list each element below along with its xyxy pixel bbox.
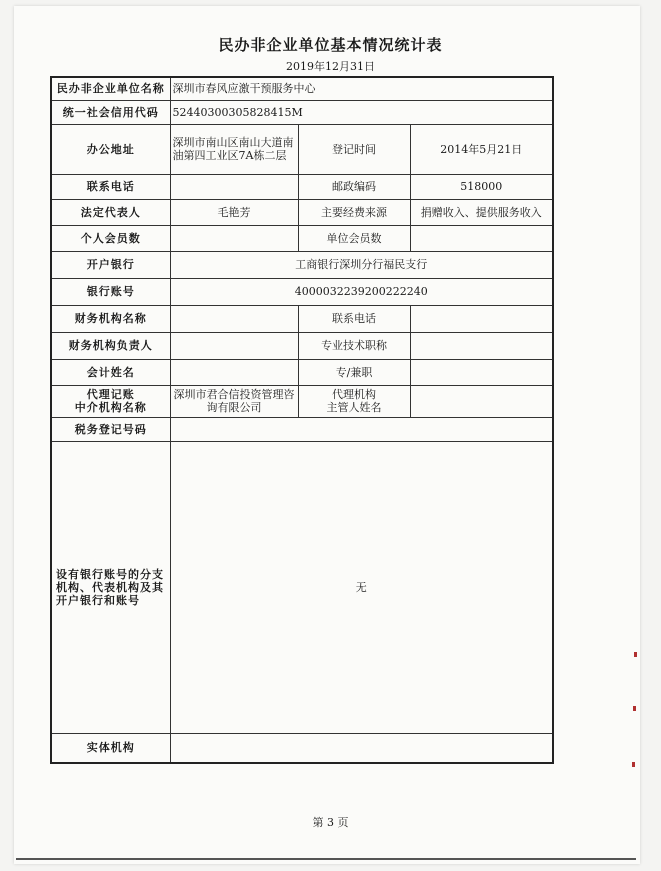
phone-label: 联系电话 xyxy=(51,174,170,199)
agent-label-line2: 中介机构名称 xyxy=(74,401,147,414)
account-value: 4000032239200222240 xyxy=(170,278,553,305)
bottom-edge-line xyxy=(16,858,636,860)
personal-members-label: 个人会员数 xyxy=(51,225,170,251)
row-org-name xyxy=(51,77,553,100)
page-number: 第 3 页 xyxy=(312,816,349,829)
fund-source-label: 主要经费来源 xyxy=(298,199,410,225)
finance-contact-label: 联系电话 xyxy=(298,305,410,332)
unit-members-value xyxy=(410,225,553,251)
red-mark xyxy=(632,762,635,767)
phone-value xyxy=(170,174,298,199)
row-credit-code xyxy=(51,100,553,124)
agent-label xyxy=(51,385,170,417)
accountant-label: 会计姓名 xyxy=(51,359,170,385)
row-agent xyxy=(51,385,553,417)
account-label: 银行账号 xyxy=(51,278,170,305)
reg-time-label: 登记时间 xyxy=(298,124,410,174)
professional-title-value xyxy=(410,332,553,359)
report-date: 2019年12月31日 xyxy=(286,60,375,73)
row-bank xyxy=(51,251,553,278)
row-legal-rep xyxy=(51,199,553,225)
agent-head-label xyxy=(298,385,410,417)
row-members xyxy=(51,225,553,251)
personal-members-value xyxy=(170,225,298,251)
finance-org-label: 财务机构名称 xyxy=(51,305,170,332)
address-label: 办公地址 xyxy=(51,124,170,174)
row-entity xyxy=(51,733,553,763)
row-tax xyxy=(51,417,553,441)
row-phone xyxy=(51,174,553,199)
agent-head-value xyxy=(410,385,553,417)
finance-org-value xyxy=(170,305,298,332)
reg-time-value: 2014年5月21日 xyxy=(410,124,553,174)
entity-label: 实体机构 xyxy=(51,733,170,763)
parttime-value xyxy=(410,359,553,385)
page-title: 民办非企业单位基本情况统计表 xyxy=(218,36,443,54)
branches-label: 设有银行账号的分支机构、代表机构及其开户银行和账号 xyxy=(51,441,170,733)
org-name-value: 深圳市春风应激干预服务中心 xyxy=(170,77,553,100)
agent-value: 深圳市君合信投资管理咨询有限公司 xyxy=(170,385,298,417)
red-mark xyxy=(634,652,637,657)
red-mark xyxy=(633,706,636,711)
professional-title-label: 专业技术职称 xyxy=(298,332,410,359)
fund-source-value: 捐赠收入、提供服务收入 xyxy=(410,199,553,225)
unit-members-label: 单位会员数 xyxy=(298,225,410,251)
branches-value: 无 xyxy=(170,441,553,733)
info-table xyxy=(50,76,554,764)
credit-code-label: 统一社会信用代码 xyxy=(51,100,170,124)
agent-head-label-line1: 代理机构 xyxy=(332,388,376,401)
legal-rep-label: 法定代表人 xyxy=(51,199,170,225)
accountant-value xyxy=(170,359,298,385)
finance-contact-value xyxy=(410,305,553,332)
tax-value xyxy=(170,417,553,441)
entity-value xyxy=(170,733,553,763)
bank-label: 开户银行 xyxy=(51,251,170,278)
finance-head-label: 财务机构负责人 xyxy=(51,332,170,359)
credit-code-value: 52440300305828415M xyxy=(170,100,553,124)
row-accountant xyxy=(51,359,553,385)
org-name-label: 民办非企业单位名称 xyxy=(51,77,170,100)
address-value: 深圳市南山区南山大道南油第四工业区7A栋二层 xyxy=(170,124,298,174)
finance-head-value xyxy=(170,332,298,359)
legal-rep-value: 毛艳芳 xyxy=(170,199,298,225)
postcode-label: 邮政编码 xyxy=(298,174,410,199)
row-account xyxy=(51,278,553,305)
bank-value: 工商银行深圳分行福民支行 xyxy=(170,251,553,278)
postcode-value: 518000 xyxy=(410,174,553,199)
row-address xyxy=(51,124,553,174)
row-finance-org xyxy=(51,305,553,332)
parttime-label: 专/兼职 xyxy=(298,359,410,385)
row-branches xyxy=(51,441,553,733)
row-finance-head xyxy=(51,332,553,359)
agent-label-line1: 代理记账 xyxy=(86,388,135,401)
agent-head-label-line2: 主管人姓名 xyxy=(326,401,382,414)
tax-label: 税务登记号码 xyxy=(51,417,170,441)
